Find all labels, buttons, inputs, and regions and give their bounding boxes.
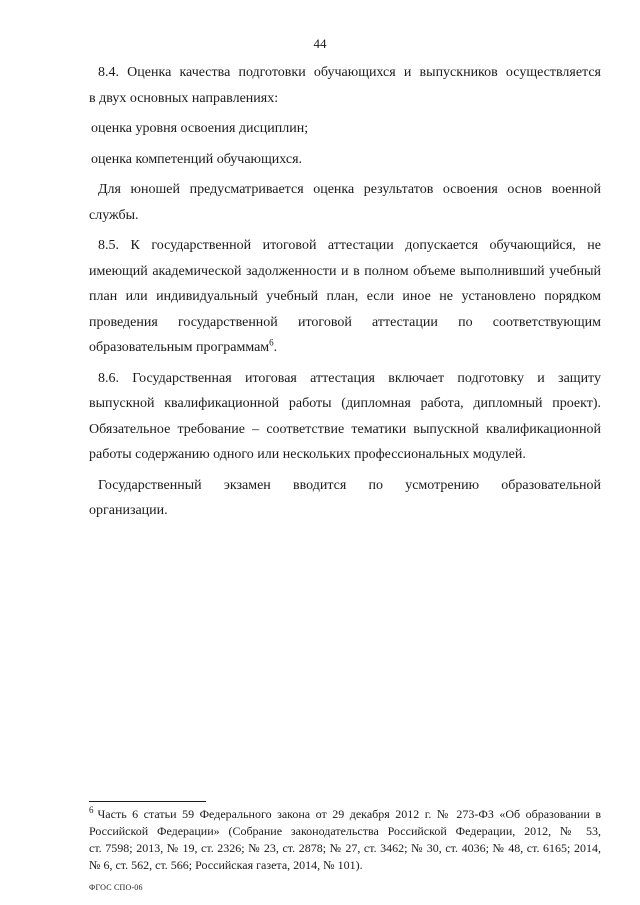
footnote-line-text: Часть 6 статьи 59 Федерального закона от 29 декабря 2012 г. № 273-ФЗ «Об образовании в: [97, 807, 601, 821]
paragraph-line: выпускной квалификационной работы (дипломная работа, дипломный проект).: [89, 396, 601, 411]
paragraph-line: план или индивидуальный учебный план, если иное не установлено порядком: [89, 289, 601, 304]
paragraph-line: 8.5. К государственной итоговой аттестации допускается обучающийся, не: [98, 238, 601, 253]
paragraph-8-5: [89, 233, 601, 361]
paragraph-state-exam: [89, 473, 601, 524]
footnote: [89, 806, 601, 874]
paragraph-line: имеющий академической задолженности и в полном объеме выполнивший учебный: [89, 263, 601, 279]
footnote-marker: 6: [89, 805, 94, 815]
paragraph-line: в двух основных направлениях:: [89, 90, 279, 106]
footer-document-code: ФГОС СПО-06: [89, 883, 143, 892]
footnote-reference[interactable]: 6: [269, 337, 274, 348]
footnote-line: [89, 806, 601, 823]
footnote-line: ст. 7598; 2013, № 19, ст. 2326; № 23, ст. 2878; № 27, ст. 3462; № 30, ст. 4036; № 48, ст. 6165; 2014,: [89, 841, 601, 855]
list-item-text: оценка уровня освоения дисциплин;: [91, 121, 309, 136]
paragraph-line: организации.: [89, 503, 168, 518]
footnote-divider: [89, 801, 206, 802]
list-item-competencies: [89, 147, 601, 173]
paragraph-line: работы содержанию одного или нескольких профессиональных модулей.: [89, 447, 526, 462]
sentence-end: .: [273, 340, 278, 355]
paragraph-line: 8.6. Государственная итоговая аттестация включает подготовку и защиту: [98, 370, 601, 386]
paragraph-line-text: образовательным программам: [89, 340, 270, 355]
paragraph-line: Государственный экзамен вводится по усмотрению образовательной: [98, 477, 601, 493]
page-number: 44: [313, 36, 327, 51]
paragraph-line: проведения государственной итоговой аттестации по соответствующим: [89, 314, 601, 330]
body-text: [89, 60, 601, 524]
paragraph-line-with-footnote: [89, 335, 601, 361]
paragraph-military-service: [89, 177, 601, 228]
paragraph-line: службы.: [89, 207, 139, 223]
paragraph-8-4: [89, 60, 601, 111]
list-item-disciplines: [89, 116, 601, 142]
list-item-text: оценка компетенций обучающихся.: [91, 151, 303, 167]
footnote-line: Российской Федерации» (Собрание законодательства Российской Федерации, 2012, № 53,: [89, 824, 601, 838]
paragraph-line: Обязательное требование – соответствие тематики выпускной квалификационной: [89, 421, 601, 437]
paragraph-8-6: [89, 366, 601, 468]
paragraph-line: 8.4. Оценка качества подготовки обучающихся и выпускников осуществляется: [98, 65, 601, 80]
footnote-line: № 6, ст. 562, ст. 566; Российская газета, 2014, № 101).: [89, 858, 363, 872]
paragraph-line: Для юношей предусматривается оценка результатов освоения основ военной: [98, 182, 601, 197]
